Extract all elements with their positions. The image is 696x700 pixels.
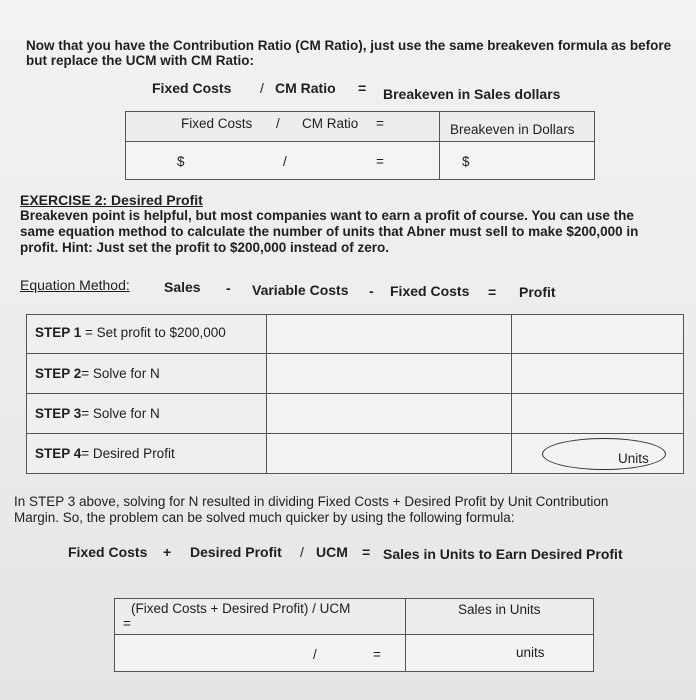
units-label: Units	[618, 451, 649, 466]
step-2-label-cell	[27, 354, 267, 394]
exercise-line-1: Breakeven point is helpful, but most companies want to earn a profit of course. You can use the	[20, 208, 634, 223]
table1-header-equals: =	[376, 116, 384, 131]
step-3-text: = Solve for N	[81, 406, 160, 421]
equation-variable-costs: Variable Costs	[252, 282, 349, 298]
formula1-equals: =	[358, 80, 367, 96]
step-1-label: STEP 1	[35, 325, 82, 340]
step-4-label-cell	[27, 434, 267, 474]
formula1-fixed-costs: Fixed Costs	[152, 80, 232, 96]
step3-note-line-1: In STEP 3 above, solving for N resulted in dividing Fixed Costs + Desired Profit by Unit Contribution	[14, 494, 609, 509]
equation-sales: Sales	[164, 279, 201, 295]
step-3-label-cell	[27, 394, 267, 434]
formula1-result: Breakeven in Sales dollars	[383, 86, 561, 102]
table2-units-label: units	[516, 645, 545, 660]
step-4-right-cell[interactable]	[512, 434, 684, 474]
exercise-line-3: profit. Hint: Just set the profit to $200,000 instead of zero.	[20, 240, 390, 255]
step-row	[27, 354, 684, 394]
step-4-text: = Desired Profit	[81, 446, 175, 461]
table2-header-formula: (Fixed Costs + Desired Profit) / UCM	[131, 601, 351, 616]
table1-row-right[interactable]	[440, 142, 595, 180]
intro-line-1: Now that you have the Contribution Ratio (CM Ratio), just use the same breakeven formula as before	[26, 38, 672, 53]
table1-row-left[interactable]	[126, 142, 440, 180]
formula2-result: Sales in Units to Earn Desired Profit	[383, 546, 623, 562]
equation-equals: =	[488, 284, 497, 300]
formula2-ucm: UCM	[316, 544, 348, 560]
formula1-cm-ratio: CM Ratio	[275, 80, 336, 96]
formula2-equals: =	[362, 544, 371, 560]
table2-header-sales-in-units: Sales in Units	[458, 602, 541, 617]
table1-row-equals: =	[376, 154, 384, 169]
exercise-line-2: same equation method to calculate the number of units that Abner must sell to make $200,000 in	[20, 224, 639, 239]
sales-units-table	[114, 598, 594, 672]
step-4-middle-cell[interactable]	[267, 434, 512, 474]
intro-line-2: but replace the UCM with CM Ratio:	[26, 53, 255, 68]
step-1-middle-cell[interactable]	[267, 315, 512, 354]
equation-minus-1: -	[226, 280, 231, 296]
formula2-desired-profit: Desired Profit	[190, 544, 282, 560]
step-4-label: STEP 4	[35, 446, 82, 461]
step-3-right-cell[interactable]	[512, 394, 684, 434]
steps-table	[26, 314, 684, 474]
table2-row-left[interactable]	[115, 635, 406, 672]
table1-dollar-2: $	[462, 154, 470, 169]
table2-header-right	[406, 599, 594, 635]
equation-profit: Profit	[519, 284, 556, 300]
step-2-right-cell[interactable]	[512, 354, 684, 394]
step-2-middle-cell[interactable]	[267, 354, 512, 394]
formula2-fixed-costs: Fixed Costs	[68, 544, 148, 560]
step-3-label: STEP 3	[35, 406, 82, 421]
table2-row-slash: /	[313, 647, 317, 662]
step-row	[27, 434, 684, 474]
table2-header-equals-mark: =	[123, 616, 131, 631]
formula2-slash: /	[300, 544, 304, 560]
table2-row-equals: =	[373, 647, 381, 662]
step-3-middle-cell[interactable]	[267, 394, 512, 434]
table1-row-slash: /	[283, 154, 287, 169]
table1-header-left	[126, 112, 440, 142]
formula1-slash: /	[260, 80, 264, 96]
formula2-plus: +	[163, 544, 172, 560]
equation-fixed-costs: Fixed Costs	[390, 283, 470, 299]
step-row	[27, 315, 684, 354]
step-2-text: = Solve for N	[81, 366, 160, 381]
equation-method-label: Equation Method:	[20, 277, 130, 293]
exercise-title: EXERCISE 2: Desired Profit	[20, 192, 203, 208]
table1-header-right	[440, 112, 595, 142]
step-row	[27, 394, 684, 434]
step3-note-line-2: Margin. So, the problem can be solved much quicker by using the following formula:	[14, 510, 515, 525]
table2-header-left	[115, 599, 406, 635]
step-1-right-cell[interactable]	[512, 315, 684, 354]
equation-minus-2: -	[369, 283, 374, 299]
step-1-label-cell	[27, 315, 267, 354]
step-1-text: = Set profit to $200,000	[81, 325, 226, 340]
table1-header-fixed-costs: Fixed Costs	[181, 116, 253, 131]
table1-header-slash: /	[276, 116, 280, 131]
breakeven-dollars-table	[125, 111, 595, 180]
table1-header-cm-ratio: CM Ratio	[302, 116, 359, 131]
table1-dollar-1: $	[177, 154, 185, 169]
table1-header-result: Breakeven in Dollars	[450, 122, 575, 137]
step-2-label: STEP 2	[35, 366, 82, 381]
table2-row-right[interactable]	[406, 635, 594, 672]
